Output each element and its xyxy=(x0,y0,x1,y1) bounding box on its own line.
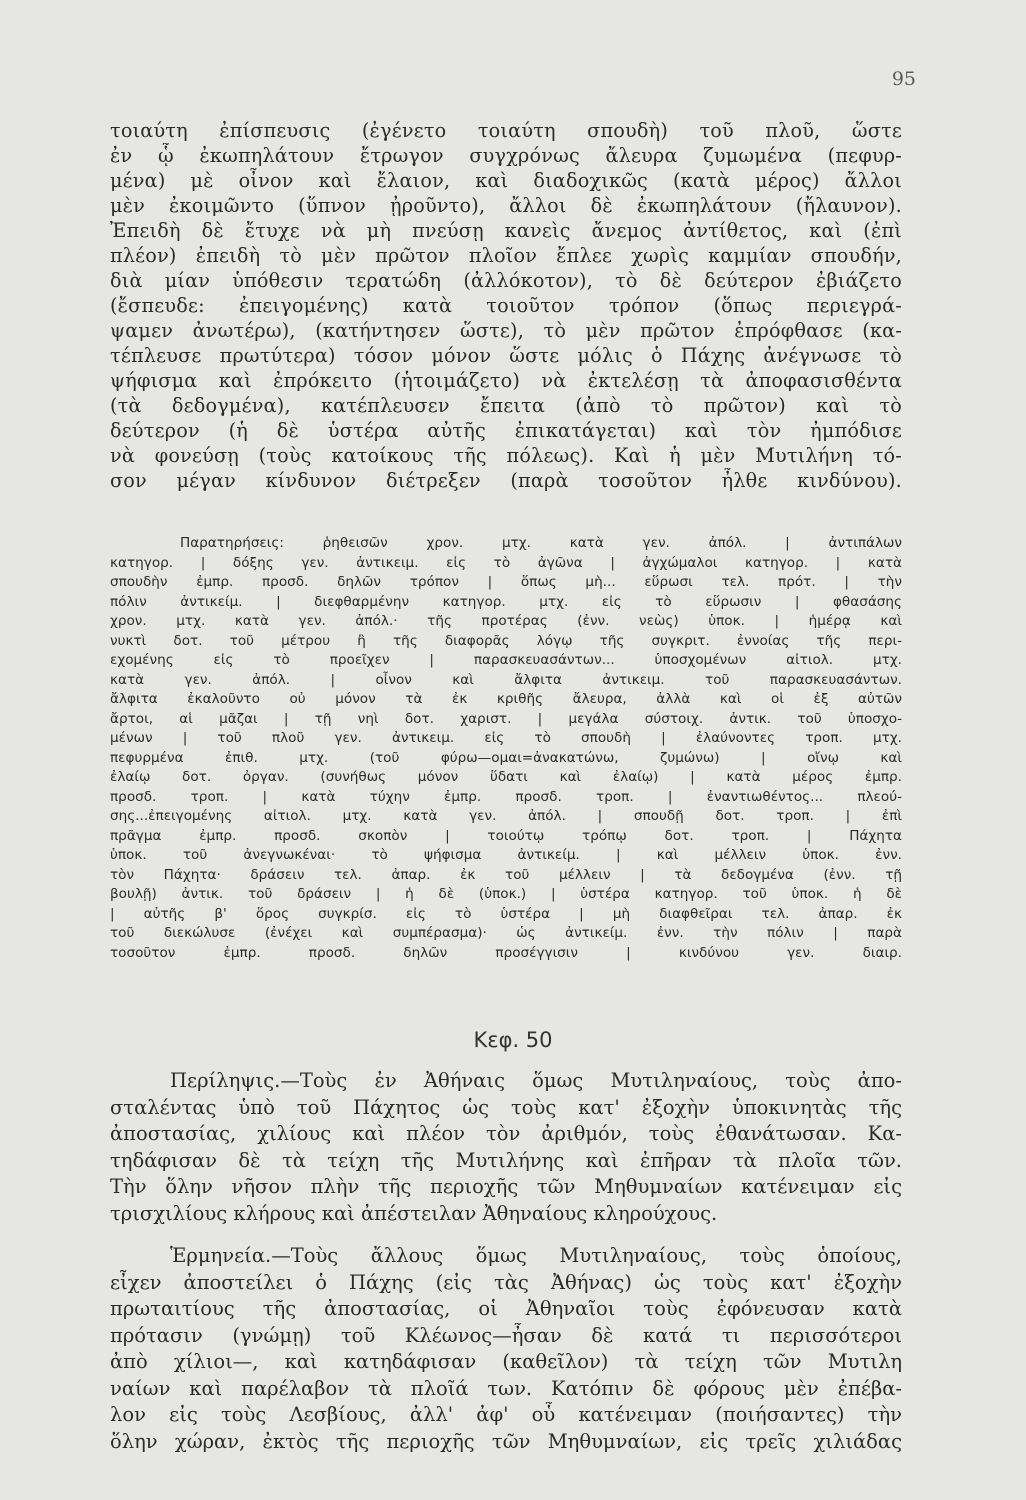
note-line: ἄλφιτα ἐκαλοῦντο οὐ μόνον τὰ ἐκ κριθῆς ἄλευρα, ἀλλὰ καὶ οἱ ἐξ αὐτῶν xyxy=(110,691,902,707)
note-line: Παρατηρήσεις: ῥηθεισῶν χρον. μτχ. κατὰ γεν. ἀπόλ. | ἀντιπάλων xyxy=(180,535,902,551)
text-line: εἶχεν ἀποστείλει ὁ Πάχης (εἰς τὰς Ἀθήνας) ὡς τοὺς κατ' ἐξοχὴν xyxy=(110,1270,902,1294)
grammatical-notes xyxy=(110,534,902,963)
note-line: τοῦ διεκώλυσε (ἐνέχει καὶ συμπέρασμα)· ὡς ἀντικείμ. ἐνν. τὴν πόλιν | παρὰ xyxy=(110,925,902,941)
note-line: ὑποκ. τοῦ ἀνεγνωκέναι· τὸ ψήφισμα ἀντικείμ. | καὶ μέλλειν ὑποκ. ἐνν. xyxy=(110,847,902,863)
text-line: ψήφισμα καὶ ἐπρόκειτο (ἡτοιμάζετο) νὰ ἐκτελέσῃ τὰ ἀποφασισθέντα xyxy=(110,369,902,392)
text-line: πλέον) ἐπειδὴ τὸ μὲν πρῶτον πλοῖον ἔπλεε χωρὶς καμμίαν σπουδήν, xyxy=(110,244,902,267)
text-line: δεύτερον (ἡ δὲ ὑστέρα αὐτῆς ἐπικατάγεται) καὶ τὸν ἠμπόδισε xyxy=(110,419,902,442)
note-line: τοσοῦτον ἐμπρ. προσδ. δηλῶν προσέγγισιν | κινδύνου γεν. διαιρ. xyxy=(110,944,902,961)
note-line: κατὰ γεν. ἀπόλ. | οἶνον καὶ ἄλφιτα ἀντικειμ. τοῦ παρασκευασάντων. xyxy=(110,671,902,688)
interpretation-paragraph xyxy=(110,1243,902,1455)
text-line: μὲν ἐκοιμῶντο (ὕπνον ᾐροῦντο), ἄλλοι δὲ ἐκωπηλάτουν (ἤλαυνον). xyxy=(110,194,902,217)
note-line: σπουδὴν ἐμπρ. προσδ. δηλῶν τρόπον | ὅπως μὴ... εὕρωσι τελ. πρότ. | τὴν xyxy=(110,574,902,590)
note-line: κατηγορ. | δόξης γεν. ἀντικειμ. εἰς τὸ ἀγῶνα | ἀγχώμαλοι κατηγορ. | κατὰ xyxy=(110,554,902,571)
commentary-paragraph xyxy=(110,118,902,493)
note-line: πρᾶγμα ἐμπρ. προσδ. σκοπὸν | τοιούτῳ τρόπῳ δοτ. τροπ. | Πάχητα xyxy=(110,827,902,844)
text-line: σταλέντας ὑπὸ τοῦ Πάχητος ὡς τοὺς κατ' ἐξοχὴν ὑποκινητὰς τῆς xyxy=(110,1095,902,1119)
note-line: | αὐτῆς β' ὅρος συγκρίσ. εἰς τὸ ὑστέρα | μὴ διαφθεῖραι τελ. ἀπαρ. ἐκ xyxy=(110,905,902,922)
text-line: ἀπὸ χίλιοι—, καὶ κατηδάφισαν (καθεῖλον) τὰ τείχη τῶν Μυτιλη xyxy=(110,1350,902,1373)
text-line: Περίληψις.—Τοὺς ἐν Ἀθήναις ὅμως Μυτιληναίους, τοὺς ἀπο- xyxy=(170,1069,902,1092)
text-line: πρότασιν (γνώμῃ) τοῦ Κλέωνος—ἦσαν δὲ κατά τι περισσότεροι xyxy=(110,1323,902,1347)
note-line: χρον. μτχ. κατὰ γεν. ἀπόλ.· τῆς προτέρας (ἐνν. νεὼς) ὑποκ. | ἡμέρᾳ καὶ xyxy=(110,613,902,629)
note-line: μένων | τοῦ πλοῦ γεν. ἀντικειμ. εἰς τὸ σπουδὴ | ἐλαύνοντες τροπ. μτχ. xyxy=(110,730,902,746)
text-line: Ἐπειδὴ δὲ ἔτυχε νὰ μὴ πνεύσῃ κανεὶς ἄνεμος ἀντίθετος, καὶ (ἐπὶ xyxy=(110,219,902,242)
text-line: τέπλευσε πρωτύτερα) τόσον μόνον ὥστε μόλις ὁ Πάχης ἀνέγνωσε τὸ xyxy=(110,344,902,367)
text-line: νὰ φονεύσῃ (τοὺς κατοίκους τῆς πόλεως). Καὶ ἡ μὲν Μυτιλήνη τό- xyxy=(110,444,902,467)
note-line: ἄρτοι, αἱ μᾶζαι | τῇ νηὶ δοτ. χαριστ. | μεγάλα σύστοιχ. ἀντικ. τοῦ ὑποσχο- xyxy=(110,710,902,727)
text-line: μένα) μὲ οἶνον καὶ ἔλαιον, καὶ διαδοχικῶς (κατὰ μέρος) ἄλλοι xyxy=(110,169,902,192)
text-line: Ἑρμηνεία.—Τοὺς ἄλλους ὅμως Μυτιληναίους, τοὺς ὁποίους, xyxy=(170,1244,902,1267)
text-line: τοιαύτη ἐπίσπευσις (ἐγένετο τοιαύτη σπουδὴ) τοῦ πλοῦ, ὥστε xyxy=(110,119,902,142)
text-line: τηδάφισαν δὲ τὰ τείχη τῆς Μυτιλήνης καὶ ἐπῆραν τὰ πλοῖα τῶν. xyxy=(110,1148,902,1172)
text-line: διὰ μίαν ὑπόθεσιν τερατώδη (ἀλλόκοτον), τὸ δὲ δεύτερον ἐβιάζετο xyxy=(110,269,902,292)
note-line: προσδ. τροπ. | κατὰ τύχην ἐμπρ. προσδ. τροπ. | ἐναντιωθέντος... πλεού- xyxy=(110,788,902,805)
note-line: βουλῇ) ἀντικ. τοῦ δράσειν | ἡ δὲ (ὑποκ.) | ὑστέρα κατηγορ. τοῦ ὑποκ. ἡ δὲ xyxy=(110,886,902,902)
chapter-heading: Κεφ. 50 xyxy=(473,1028,553,1052)
note-line: σης...ἐπειγομένης αἰτιολ. μτχ. κατὰ γεν. ἀπόλ. | σπουδῇ δοτ. τροπ. | ἐπὶ xyxy=(110,808,902,824)
summary-paragraph xyxy=(110,1068,902,1227)
note-line: ἐλαίῳ δοτ. ὀργαν. (συνήθως μόνον ὕδατι καὶ ἐλαίῳ) | κατὰ μέρος ἐμπρ. xyxy=(110,769,902,785)
note-line: νυκτὶ δοτ. τοῦ μέτρου ἢ τῆς διαφορᾶς λόγῳ τῆς συγκριτ. ἐννοίας τῆς περι- xyxy=(110,632,902,649)
text-line: τρισχιλίους κλήρους καὶ ἀπέστειλαν Ἀθηναίους κληρούχους. xyxy=(110,1201,718,1225)
text-line: ψαμεν ἀνωτέρω), (κατήντησεν ὥστε), τὸ μὲν πρῶτον ἐπρόφθασε (κα- xyxy=(110,319,902,342)
text-line: ναίων καὶ παρέλαβον τὰ πλοῖά των. Κατόπιν δὲ φόρους μὲν ἐπέβα- xyxy=(110,1376,902,1400)
text-line: πρωταιτίους τῆς ἀποστασίας, οἱ Ἀθηναῖοι τοὺς ἐφόνευσαν κατὰ xyxy=(110,1297,902,1320)
note-line: πεφυρμένα ἐπιθ. μτχ. (τοῦ φύρω—ομαι=ἀνακατώνω, ζυμώνω) | οἴνῳ καὶ xyxy=(110,749,902,766)
note-line: τὸν Πάχητα· δράσειν τελ. ἀπαρ. ἐκ τοῦ μέλλειν | τὰ δεδογμένα (ἐνν. τῇ xyxy=(110,866,902,883)
text-line: σον μέγαν κίνδυνον διέτρεξεν (παρὰ τοσοῦτον ἦλθε κινδύνου). xyxy=(110,469,902,492)
text-line: λον εἰς τοὺς Λεσβίους, ἀλλ' ἀφ' οὗ κατένειμαν (ποιήσαντες) τὴν xyxy=(110,1403,902,1426)
note-line: εχομένης εἰς τὸ προεῖχεν | παρασκευασάντων... ὑποσχομένων αἰτιολ. μτχ. xyxy=(110,652,902,668)
text-line: ὅλην χώραν, ἐκτὸς τῆς περιοχῆς τῶν Μηθυμναίων, εἰς τρεῖς χιλιάδας xyxy=(110,1429,902,1453)
text-line: ἐν ᾧ ἐκωπηλάτουν ἔτρωγον συγχρόνως ἄλευρα ζυμωμένα (πεφυρ- xyxy=(110,144,902,167)
text-line: Τὴν ὅλην νῆσον πλὴν τῆς περιοχῆς τῶν Μηθυμναίων κατένειμαν εἰς xyxy=(110,1175,902,1198)
text-line: (ἔσπευδε: ἐπειγομένης) κατὰ τοιοῦτον τρόπον (ὅπως περιεγρά- xyxy=(110,294,902,317)
text-line: ἀποστασίας, χιλίους καὶ πλέον τὸν ἀριθμόν, τοὺς ἐθανάτωσαν. Κα- xyxy=(110,1122,902,1145)
text-line: (τὰ δεδογμένα), κατέπλευσεν ἔπειτα (ἀπὸ τὸ πρῶτον) καὶ τὸ xyxy=(110,394,902,417)
note-line: πόλιν ἀντικείμ. | διεφθαρμένην κατηγορ. μτχ. εἰς τὸ εὕρωσιν | φθασάσης xyxy=(110,593,902,610)
page-number: 95 xyxy=(891,68,916,90)
